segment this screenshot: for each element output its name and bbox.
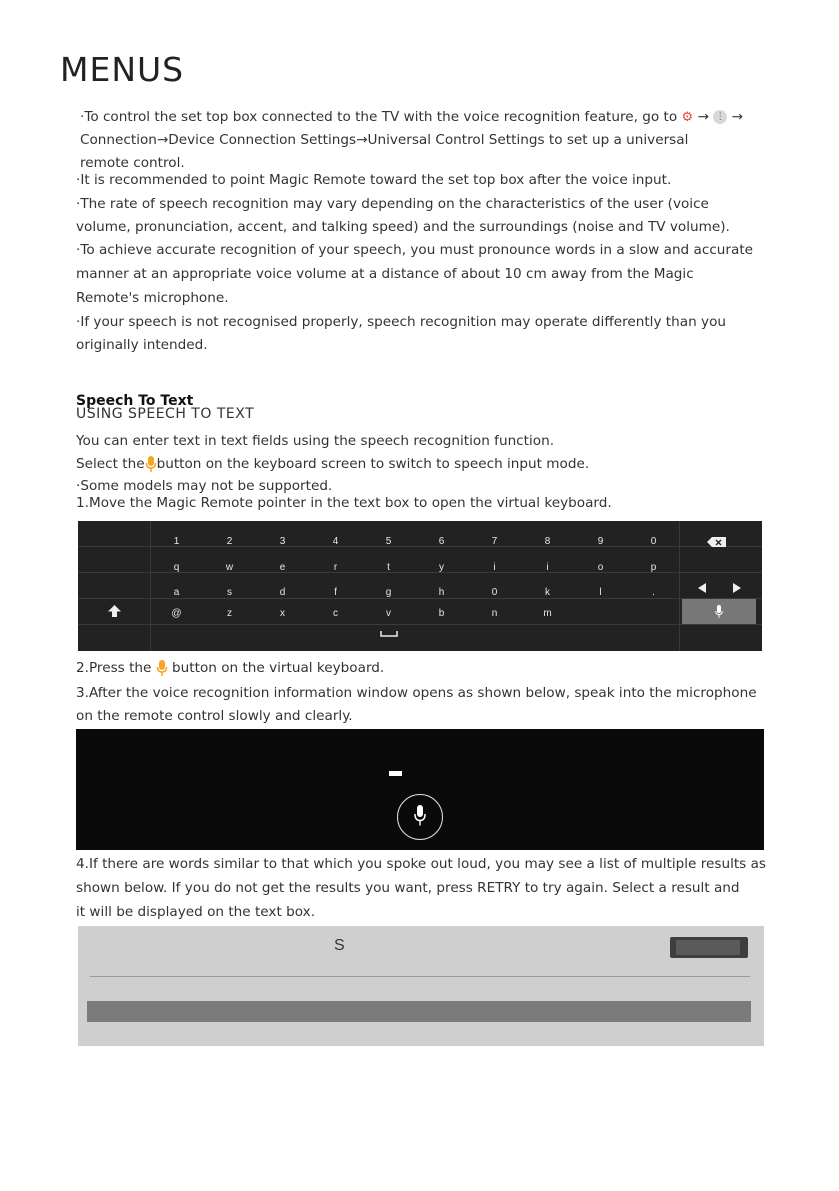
key[interactable]: m [543, 608, 552, 619]
retry-button[interactable] [670, 937, 748, 958]
page-title: MENUS [60, 50, 185, 89]
virtual-keyboard [78, 521, 762, 651]
keyboard-divider [78, 598, 762, 599]
key[interactable]: 7 [491, 536, 498, 547]
key[interactable]: f [334, 587, 337, 598]
mic-icon [414, 805, 426, 827]
mic-icon [715, 605, 723, 618]
result-item[interactable] [87, 1001, 751, 1022]
key[interactable]: y [439, 562, 444, 573]
key[interactable]: e [279, 562, 286, 573]
results-text: S [334, 937, 345, 954]
arrow-text: → [697, 109, 709, 125]
paragraph-line [76, 452, 589, 476]
paragraph-line: it will be displayed on the text box. [76, 904, 316, 920]
key[interactable]: v [386, 608, 391, 619]
paragraph-line: originally intended. [76, 337, 208, 353]
key[interactable]: 0 [491, 587, 498, 598]
paragraph-line: manner at an appropriate voice volume at a distance of about 10 cm away from the Magic [76, 266, 694, 282]
key[interactable]: i [493, 562, 496, 573]
arrow-right-icon[interactable] [733, 583, 742, 593]
paragraph-line: You can enter text in text fields using the speech recognition function. [76, 433, 555, 449]
key[interactable]: k [545, 587, 550, 598]
paragraph-line: ·Some models may not be supported. [76, 478, 333, 494]
key[interactable]: o [597, 562, 604, 573]
paragraph-line: 4.If there are words similar to that which you spoke out loud, you may see a list of multiple results as [76, 856, 766, 872]
paragraph-line: 3.After the voice recognition information window opens as shown below, speak into the microphone [76, 685, 757, 701]
text-cursor [389, 771, 402, 776]
key[interactable]: l [599, 587, 602, 598]
arrow-text: → [731, 109, 743, 125]
paragraph-line [80, 105, 743, 130]
key[interactable]: i [546, 562, 549, 573]
key[interactable]: 1 [173, 536, 180, 547]
voice-mic-button[interactable] [397, 794, 443, 840]
keyboard-divider [150, 521, 151, 651]
section-heading: Speech To Text [76, 393, 194, 409]
key[interactable]: 9 [597, 536, 604, 547]
voice-recognition-window [76, 729, 764, 850]
paragraph-text: button on the keyboard screen to switch to speech input mode. [156, 456, 590, 472]
mic-icon [145, 455, 157, 473]
key[interactable]: h [438, 587, 445, 598]
key[interactable]: @ [171, 608, 182, 619]
keyboard-divider [78, 624, 762, 625]
key[interactable]: n [491, 608, 498, 619]
paragraph-line: shown below. If you do not get the results you want, press RETRY to try again. Select a result and [76, 880, 740, 896]
key[interactable]: t [387, 562, 390, 573]
results-window [78, 926, 764, 1046]
results-header [90, 930, 330, 944]
keyboard-divider [679, 521, 680, 651]
paragraph-line: ·To achieve accurate recognition of your speech, you must pronounce words in a slow and accurate [76, 242, 754, 258]
paragraph-text: button on the virtual keyboard. [172, 660, 385, 676]
paragraph-line: 1.Move the Magic Remote pointer in the text box to open the virtual keyboard. [76, 495, 612, 511]
section-caption: USING SPEECH TO TEXT [76, 406, 255, 422]
paragraph-line: ·It is recommended to point Magic Remote toward the set top box after the voice input. [76, 172, 672, 188]
more-options-icon: ⋮ [713, 110, 727, 124]
key[interactable]: w [225, 562, 234, 573]
results-divider [90, 976, 750, 977]
paragraph-line [76, 656, 384, 680]
key[interactable]: c [333, 608, 338, 619]
key[interactable]: d [279, 587, 286, 598]
paragraph-line: remote control. [80, 155, 185, 171]
key[interactable]: 0 [650, 536, 657, 547]
backspace-icon[interactable] [706, 536, 728, 548]
paragraph-line: Remote's microphone. [76, 290, 229, 306]
key[interactable]: p [650, 562, 657, 573]
key[interactable]: 6 [438, 536, 445, 547]
paragraph-text: Select the [76, 456, 145, 472]
key[interactable]: s [227, 587, 232, 598]
arrow-left-icon[interactable] [698, 583, 707, 593]
voice-input-button[interactable] [682, 599, 756, 624]
paragraph-line: ·The rate of speech recognition may vary depending on the characteristics of the user (voice [76, 196, 709, 212]
key[interactable]: 5 [385, 536, 392, 547]
key[interactable]: 8 [544, 536, 551, 547]
settings-icon: ⚙ [681, 110, 694, 125]
retry-button-face [676, 940, 740, 955]
paragraph-line: ·If your speech is not recognised properly, speech recognition may operate differently than you [76, 314, 726, 330]
key[interactable]: b [438, 608, 445, 619]
key[interactable]: 4 [332, 536, 339, 547]
key[interactable]: a [173, 587, 180, 598]
mic-icon [156, 659, 168, 677]
key[interactable]: z [227, 608, 232, 619]
key[interactable]: . [652, 587, 655, 598]
key[interactable]: x [280, 608, 285, 619]
shift-icon[interactable] [108, 605, 121, 617]
paragraph-text: 2.Press the [76, 660, 152, 676]
space-icon[interactable] [380, 631, 398, 637]
key[interactable]: 2 [226, 536, 233, 547]
paragraph-line: on the remote control slowly and clearly. [76, 708, 353, 724]
key[interactable]: g [385, 587, 392, 598]
key[interactable]: 3 [279, 536, 286, 547]
paragraph-line: Connection→Device Connection Settings→Universal Control Settings to set up a universal [80, 132, 689, 148]
paragraph-text: ·To control the set top box connected to the TV with the voice recognition feature, go to [80, 109, 678, 125]
paragraph-line: volume, pronunciation, accent, and talking speed) and the surroundings (noise and TV volume). [76, 219, 730, 235]
key[interactable]: q [173, 562, 180, 573]
key[interactable]: r [333, 562, 338, 573]
